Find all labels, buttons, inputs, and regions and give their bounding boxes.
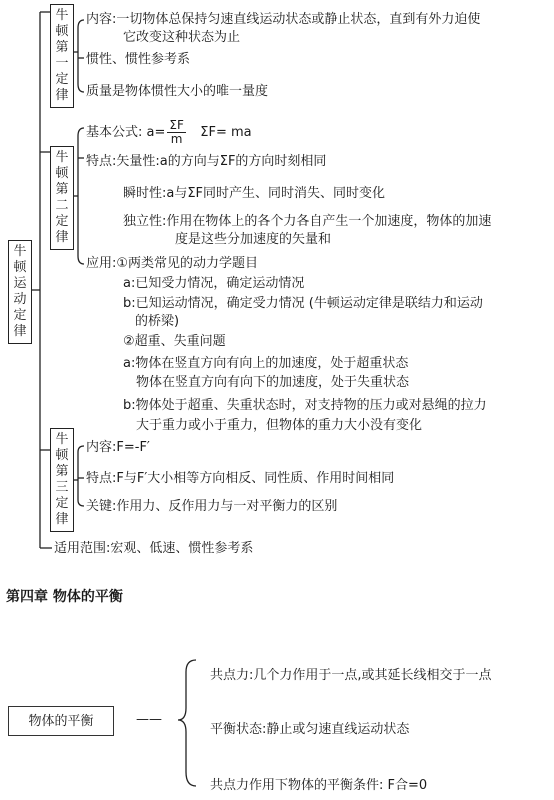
third-law-content: 内容:F=-F′ xyxy=(86,440,150,455)
third-law-box-char: 律 xyxy=(55,512,69,527)
first-law-box-char: 顿 xyxy=(55,24,69,39)
third-law-box-char: 第 xyxy=(55,464,69,479)
first-law-content-cont: 它改变这种状态为止 xyxy=(123,30,241,45)
first-law-box-char: 定 xyxy=(55,72,69,87)
second-law-vector: 特点:矢量性:a的方向与ΣF的方向时刻相同 xyxy=(86,154,327,169)
third-law-box-char: 定 xyxy=(55,496,69,511)
equilibrium-box: 物体的平衡 xyxy=(8,706,114,736)
third-law-box-char: 三 xyxy=(55,480,69,495)
formula-suffix: ΣF= ma xyxy=(200,125,252,140)
first-law-inertia: 惯性、惯性参考系 xyxy=(86,52,191,67)
second-law-box-char: 律 xyxy=(55,230,69,245)
main-box-char: 定 xyxy=(13,308,27,323)
second-law-formula xyxy=(86,118,252,148)
first-law-box-char: 一 xyxy=(55,56,69,71)
main-box-char: 顿 xyxy=(13,260,27,275)
application-b-cont: 的桥梁) xyxy=(135,314,180,329)
first-law-box xyxy=(50,4,74,108)
main-box-char: 牛 xyxy=(13,244,27,259)
second-law-instant: 瞬时性:a与ΣF同时产生、同时消失、同时变化 xyxy=(123,186,386,201)
main-box-char: 律 xyxy=(13,324,27,339)
equilibrium-state: 平衡状态:静止或匀速直线运动状态 xyxy=(210,722,410,737)
equilibrium-condition: 共点力作用下物体的平衡条件: F合=0 xyxy=(210,778,428,793)
main-box-char: 动 xyxy=(13,292,27,307)
weight-b2: 大于重力或小于重力，但物体的重力大小没有变化 xyxy=(136,418,423,433)
newton-laws-box xyxy=(8,240,32,344)
weight-title: ②超重、失重问题 xyxy=(123,334,226,349)
third-law-box-char: 牛 xyxy=(55,432,69,447)
formula-denominator: m xyxy=(170,132,183,146)
formula-numerator: ΣF xyxy=(169,118,184,132)
equilibrium-dash: —— xyxy=(136,712,162,727)
main-box-char: 运 xyxy=(13,276,27,291)
first-law-box-char: 律 xyxy=(55,88,69,103)
second-law-box xyxy=(50,146,74,250)
second-law-application: 应用:①两类常见的动力学题目 xyxy=(86,256,259,271)
second-law-box-char: 顿 xyxy=(55,166,69,181)
third-law-box-char: 顿 xyxy=(55,448,69,463)
second-law-box-char: 二 xyxy=(55,198,69,213)
first-law-content: 内容:一切物体总保持匀速直线运动状态或静止状态，直到有外力迫使 xyxy=(86,12,481,27)
first-law-mass: 质量是物体惯性大小的唯一量度 xyxy=(86,84,269,99)
third-law-box xyxy=(50,428,74,532)
concurrent-force-definition: 共点力:几个力作用于一点,或其延长线相交于一点 xyxy=(210,668,492,683)
application-a: a:已知受力情况，确定运动情况 xyxy=(123,276,305,291)
formula-prefix: 基本公式: a= xyxy=(86,125,166,140)
second-law-box-char: 第 xyxy=(55,182,69,197)
second-law-box-char: 定 xyxy=(55,214,69,229)
application-b: b:已知运动情况，确定受力情况 (牛顿运动定律是联结力和运动 xyxy=(123,296,483,311)
first-law-box-char: 第 xyxy=(55,40,69,55)
formula-fraction xyxy=(167,119,185,146)
first-law-box-char: 牛 xyxy=(55,8,69,23)
weight-b1: b:物体处于超重、失重状态时，对支持物的压力或对悬绳的拉力 xyxy=(123,398,487,413)
chapter-title: 第四章 物体的平衡 xyxy=(6,589,123,605)
second-law-independence-cont: 度是这些分加速度的矢量和 xyxy=(175,232,332,247)
weight-a2: 物体在竖直方向有向下的加速度，处于失重状态 xyxy=(136,375,410,390)
third-law-feature: 特点:F与F′大小相等方向相反、同性质、作用时间相同 xyxy=(86,471,395,486)
third-law-key: 关键:作用力、反作用力与一对平衡力的区别 xyxy=(86,499,338,514)
second-law-box-char: 牛 xyxy=(55,150,69,165)
applicable-scope: 适用范围:宏观、低速、惯性参考系 xyxy=(54,541,254,556)
second-law-independence: 独立性:作用在物体上的各个力各自产生一个加速度，物体的加速 xyxy=(123,214,492,229)
weight-a1: a:物体在竖直方向有向上的加速度，处于超重状态 xyxy=(123,356,409,371)
